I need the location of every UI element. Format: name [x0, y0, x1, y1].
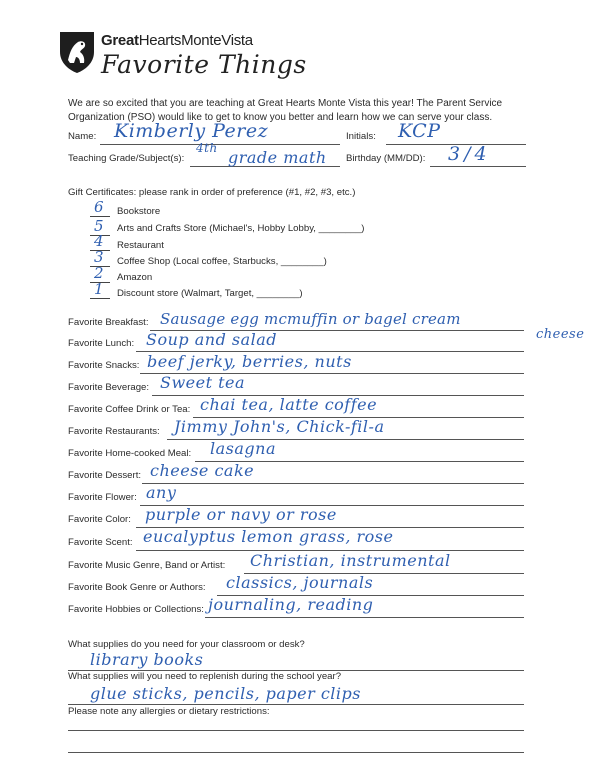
grade-label: Teaching Grade/Subject(s):	[68, 153, 185, 164]
question-label: What supplies will you need to replenish during the school year?	[68, 671, 342, 682]
favorite-value: purple or navy or rose	[145, 505, 337, 524]
favorite-value: any	[146, 483, 177, 502]
birthday-label: Birthday (MM/DD):	[346, 153, 426, 164]
question-line	[68, 730, 524, 731]
favorite-value: Soup and salad	[146, 330, 278, 349]
gift-rank: 5	[94, 217, 105, 235]
question-line	[68, 704, 524, 705]
favorite-label: Favorite Music Genre, Band or Artist:	[68, 560, 226, 571]
favorite-label: Favorite Flower:	[68, 492, 137, 503]
favorite-label: Favorite Book Genre or Authors:	[68, 582, 206, 593]
gift-rank: 2	[94, 264, 105, 282]
gift-label: Bookstore	[117, 206, 161, 217]
favorite-value: classics, journals	[226, 573, 374, 592]
favorite-value: chai tea, latte coffee	[200, 395, 378, 414]
birthday-field-line	[430, 166, 526, 167]
favorite-value: Sausage egg mcmuffin or bagel cream	[160, 310, 461, 328]
favorite-value: eucalyptus lemon grass, rose	[143, 527, 394, 546]
favorite-label: Favorite Scent:	[68, 537, 133, 548]
logo-wordmark	[101, 32, 253, 49]
gift-label: Arts and Crafts Store (Michael's, Hobby Lobby, ________)	[117, 223, 365, 234]
gift-label: Coffee Shop (Local coffee, Starbucks, ________)	[117, 256, 327, 267]
grade-value: grade math	[228, 148, 327, 167]
favorite-value: Sweet tea	[160, 373, 246, 392]
birthday-value: 3/4	[448, 143, 491, 165]
favorite-label: Favorite Coffee Drink or Tea:	[68, 404, 191, 415]
question-label: Please note any allergies or dietary restrictions:	[68, 706, 270, 717]
favorite-label: Favorite Beverage:	[68, 382, 150, 393]
favorite-value: beef jerky, berries, nuts	[147, 352, 352, 371]
favorite-value: cheese cake	[150, 461, 255, 480]
initials-value: KCP	[398, 120, 441, 142]
gift-heading: Gift Certificates: please rank in order of preference (#1, #2, #3, etc.)	[68, 187, 356, 198]
question-line	[68, 752, 524, 753]
gift-rank: 4	[94, 232, 105, 250]
gift-rank-line	[90, 298, 110, 299]
favorite-label: Favorite Dessert:	[68, 470, 142, 481]
favorite-label: Favorite Snacks:	[68, 360, 140, 371]
favorite-value: lasagna	[210, 439, 276, 458]
favorite-line	[205, 617, 524, 618]
logo-lion-shield-icon	[58, 30, 96, 74]
favorite-value: journaling, reading	[208, 595, 374, 614]
gift-rank: 1	[94, 280, 105, 298]
favorite-line	[142, 483, 524, 484]
favorite-label: Favorite Restaurants:	[68, 426, 160, 437]
initials-label: Initials:	[346, 131, 376, 142]
logo-bold: Great	[101, 32, 139, 49]
page-title: Favorite Things	[101, 50, 307, 79]
intro-line-1: We are so excited that you are teaching at Great Hearts Monte Vista this year! The Parent Service	[68, 98, 503, 109]
favorite-value: Jimmy John's, Chick-fil-a	[174, 417, 385, 436]
gift-rank: 6	[94, 198, 105, 216]
favorite-value: Christian, instrumental	[250, 551, 451, 570]
favorite-value-extra: cheese	[536, 327, 585, 342]
favorite-label: Favorite Breakfast:	[68, 317, 149, 328]
favorite-label: Favorite Lunch:	[68, 338, 135, 349]
favorite-label: Favorite Color:	[68, 514, 131, 525]
question-answer: library books	[90, 650, 204, 669]
gift-label: Amazon	[117, 272, 153, 283]
favorite-label: Favorite Home-cooked Meal:	[68, 448, 192, 459]
name-value: Kimberly Perez	[114, 120, 269, 142]
grade-value-superscript: 4th	[196, 141, 218, 155]
question-label: What supplies do you need for your classroom or desk?	[68, 639, 305, 650]
gift-label: Restaurant	[117, 240, 164, 251]
logo-rest: HeartsMonteVista	[138, 32, 253, 49]
intro-line-2: Organization (PSO) would like to get to know you better and learn how we can serve your class.	[68, 112, 493, 123]
question-answer: glue sticks, pencils, paper clips	[90, 684, 361, 703]
gift-rank: 3	[94, 248, 105, 266]
favorite-label: Favorite Hobbies or Collections:	[68, 604, 204, 615]
gift-label: Discount store (Walmart, Target, ________)	[117, 288, 303, 299]
name-label: Name:	[68, 131, 97, 142]
name-field-line	[100, 144, 340, 145]
